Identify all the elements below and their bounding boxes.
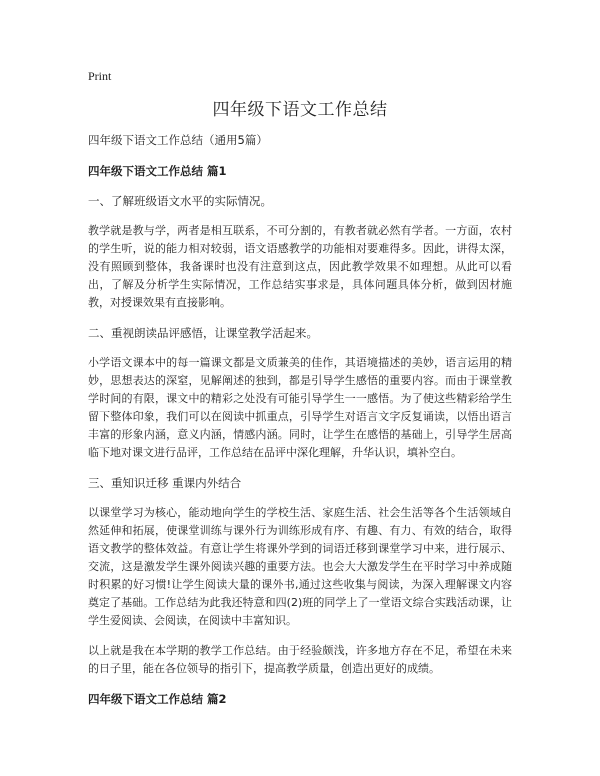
article1-point3: 三、重知识迁移 重课内外结合: [88, 476, 242, 490]
article1-point2: 二、重视朗读品评感悟，让课堂教学活起来。: [88, 326, 318, 340]
article2-heading: 四年级下语文工作总结 篇2: [88, 692, 227, 706]
article1-heading: 四年级下语文工作总结 篇1: [88, 164, 227, 178]
article1-paragraph3: 以课堂学习为核心，能动地向学生的学校生活、家庭生活、社会生活等各个生活领域自然延伸和拓展，使课堂训练与课外行为训练形成有序、有趣、有力、有效的结合，取得语文教学的整体效益。有意让学生将课外学到的词语迁移到课堂学习中来，进行展示、交流，这是激发学生课外阅读兴趣的重要方法。也会大大激发学生在平时学习中养成随时积累的好习惯!让学生阅读大量的课外书,通过这些收集与阅读，为深入理解课文内容奠定了基础。工作总结为此我还特意和四(2)班的同学上了一堂语文综合实践活动课，让学生爱阅读、会阅读，在阅读中丰富知识。: [88, 506, 512, 627]
print-label[interactable]: Print: [88, 69, 112, 83]
page-title: 四年级下语文工作总结: [212, 100, 388, 120]
article1-point1: 一、了解班级语文水平的实际情况。: [88, 194, 272, 208]
document-subtitle: 四年级下语文工作总结（通用5篇）: [88, 133, 268, 147]
article1-paragraph1: 教学就是教与学，两者是相互联系，不可分割的，有教者就必然有学者。一方面，农村的学生听，说的能力相对较弱，语文语感教学的功能相对要难得多。因此，讲得太深，没有照顾到整体，我备课时也没有注意到这点，因此教学效果不如理想。从此可以看出，了解及分析学生实际情况，工作总结实事求是，具体问题具体分析，做到因材施教，对授课效果有直接影响。: [88, 224, 512, 309]
document-page: [88, 68, 512, 720]
article1-paragraph4: 以上就是我在本学期的教学工作总结。由于经验颇浅，许多地方存在不足，希望在未来的日子里，能在各位领导的指引下，提高教学质量，创造出更好的成绩。: [88, 644, 512, 675]
article1-paragraph2: 小学语文课本中的每一篇课文都是文质兼美的佳作，其语境描述的美妙，语言运用的精妙，思想表达的深窒，见解阐述的独到，都是引导学生感悟的重要内容。而由于课堂教学时间的有限，课文中的精彩之处没有可能引导学生一一感悟。为了使这些精彩给学生留下整体印象，我们可以在阅读中抓重点，引导学生对语言文字反复诵读，以悟出语言丰富的形象内涵，意义内涵，情感内涵。同时，让学生在感悟的基础上，引导学生居高临下地对课文进行品评，工作总结在品评中深化理解，升华认识，填补空白。: [88, 356, 512, 459]
